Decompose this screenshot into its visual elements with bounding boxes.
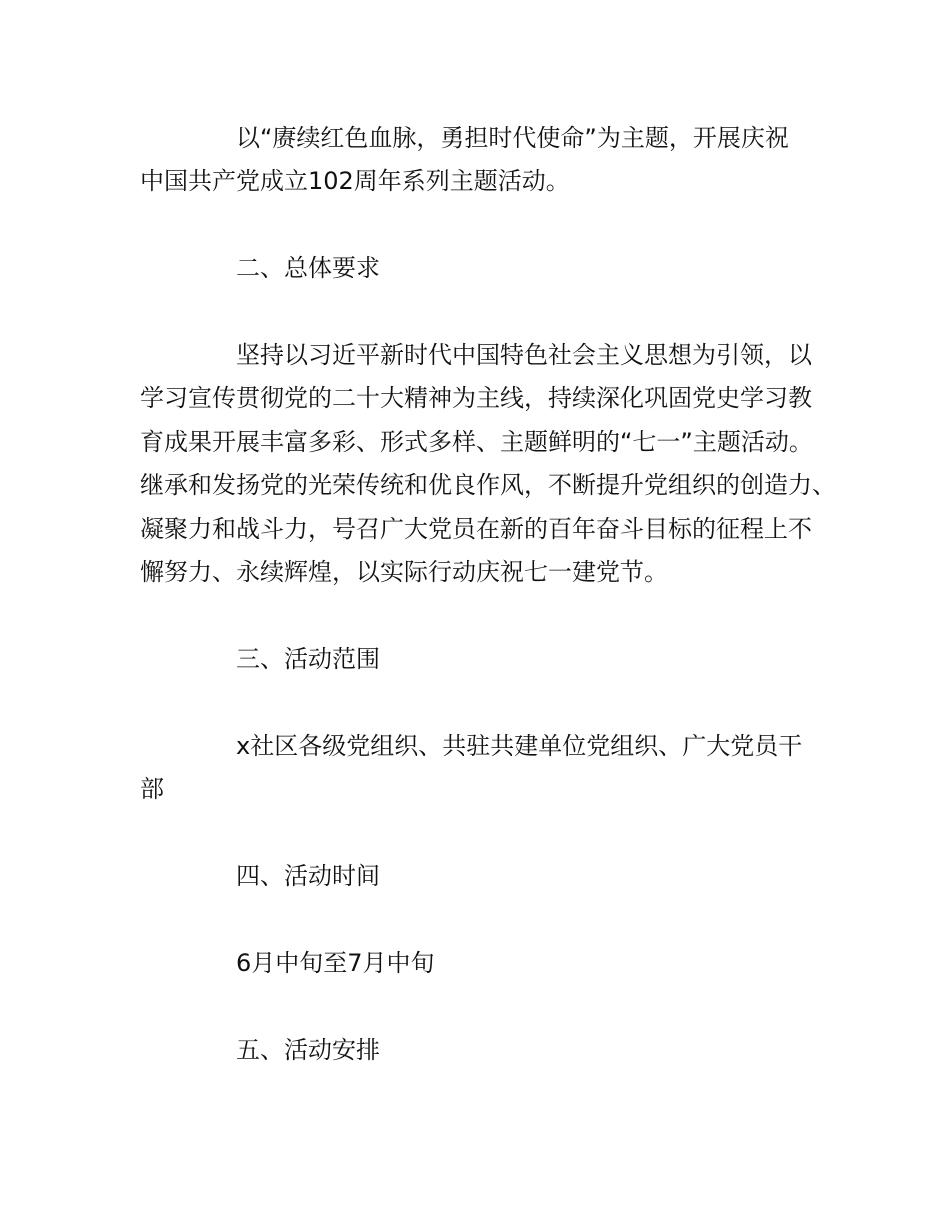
text-line: 懈努力、永续辉煌，以实际行动庆祝七一建党节。 [140,558,668,587]
text-line: 6月中旬至7月中旬 [236,949,435,977]
heading-text: 四、活动时间 [236,862,380,890]
text-line: 育成果开展丰富多彩、形式多样、主题鲜明的“七一”主题活动。 [140,427,813,456]
text-line: 以“赓续红色血脉，勇担时代使命”为主题，开展庆祝 [236,124,789,152]
heading-text: 五、活动安排 [236,1036,380,1064]
section-heading-activity-time [140,855,812,898]
section-heading-activity-scope [140,638,812,681]
text-line: 坚持以习近平新时代中国特色社会主义思想为引领，以 [236,341,812,369]
theme-paragraph [140,117,812,204]
text-line: 中国共产党成立102周年系列主题活动。 [140,167,570,196]
scope-paragraph [140,725,812,812]
text-line: 学习宣传贯彻党的二十大精神为主线，持续深化巩固党史学习教 [140,384,812,413]
text-line: x社区各级党组织、共驻共建单位党组织、广大党员干 [236,732,803,760]
heading-text: 三、活动范围 [236,645,380,673]
text-line: 继承和发扬党的光荣传统和优良作风，不断提升党组织的创造力、 [140,471,836,500]
section-heading-overall-requirements [140,247,812,290]
heading-text: 二、总体要求 [236,254,380,282]
section-heading-activity-arrangement [140,1029,812,1072]
text-line: 部 [140,775,164,804]
text-line: 凝聚力和战斗力，号召广大党员在新的百年奋斗目标的征程上不 [140,514,812,543]
time-paragraph [140,942,812,985]
requirements-paragraph [140,334,836,594]
